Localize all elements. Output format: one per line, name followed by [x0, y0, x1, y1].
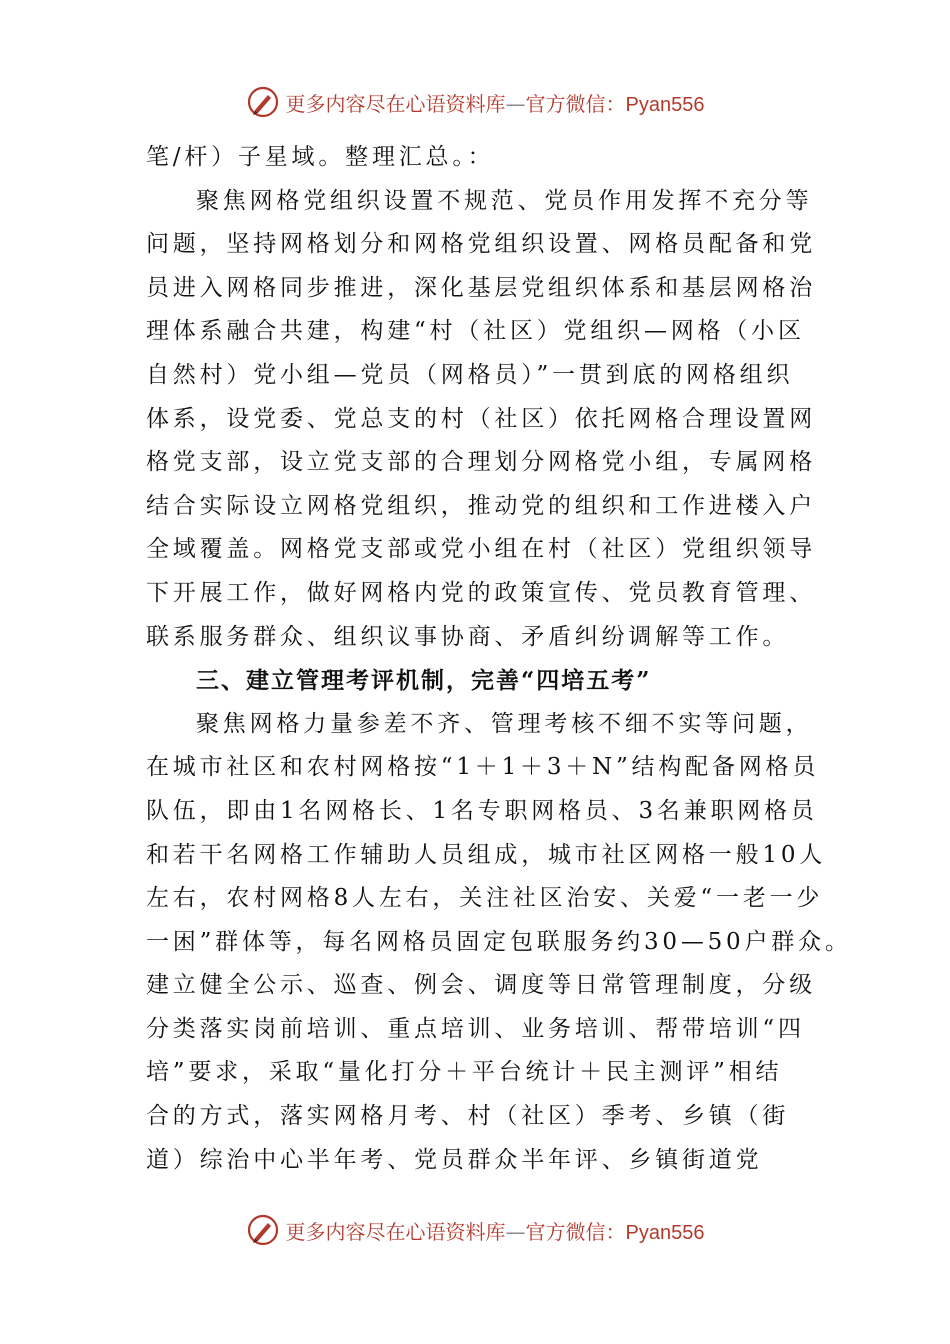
- body-text-line: 自然村）党小组—党员（网格员）”一贯到底的网格组织: [146, 361, 794, 388]
- body-text-line: 道）综治中心半年考、党员群众半年评、乡镇街道党: [146, 1146, 763, 1173]
- watermark-separator: —: [505, 1219, 526, 1244]
- body-text-line: 合的方式，落实网格月考、村（社区）季考、乡镇（街: [146, 1103, 790, 1130]
- body-text-line: 一困”群体等，每名网格员固定包联服务约30—50户群众。: [146, 928, 852, 955]
- body-text-line: 理体系融合共建，构建“村（社区）党组织—网格（小区: [146, 318, 805, 345]
- watermark-wechat-id: Pyan556: [625, 1221, 705, 1244]
- body-text-line: 和若干名网格工作辅助人员组成，城市社区网格一般10人: [146, 841, 827, 868]
- body-text-line: 下开展工作，做好网格内党的政策宣传、党员教育管理、: [146, 579, 816, 606]
- body-text-line: 队伍，即由1名网格长、1名专职网格员、3名兼职网格员: [146, 797, 818, 824]
- watermark-separator: —: [505, 91, 526, 116]
- body-text-line: 全域覆盖。网格党支部或党小组在村（社区）党组织领导: [146, 536, 816, 563]
- body-text-line: 建立健全公示、巡查、例会、调度等日常管理制度，分级: [146, 972, 816, 999]
- body-text-line: 在城市社区和农村网格按“1＋1＋3＋N”结构配备网格员: [146, 754, 820, 781]
- body-text-line: 结合实际设立网格党组织，推动党的组织和工作进楼入户: [146, 492, 816, 519]
- body-text-line: 格党支部，设立党支部的合理划分网格党小组，专属网格: [146, 449, 816, 476]
- body-text-line: 培”要求，采取“量化打分＋平台统计＋民主测评”相结: [146, 1059, 783, 1086]
- pen-logo-icon: [246, 85, 280, 119]
- body-text-line: 体系，设党委、党总支的村（社区）依托网格合理设置网: [146, 405, 816, 432]
- pen-logo-icon: [246, 1213, 280, 1247]
- section-heading: 三、建立管理考评机制，完善“四培五考”: [196, 667, 652, 695]
- watermark-main: 更多内容尽在心语资料库: [285, 1219, 506, 1244]
- body-text-line: 联系服务群众、组织议事协商、矛盾纠纷调解等工作。: [146, 623, 790, 650]
- body-text-line: 员进入网格同步推进，深化基层党组织体系和基层网格治: [146, 274, 816, 301]
- body-text-line: 聚焦网格党组织设置不规范、党员作用发挥不充分等: [196, 187, 813, 214]
- watermark-label: 官方微信：: [525, 91, 626, 116]
- footer-watermark: [0, 1210, 950, 1250]
- watermark-text: [286, 88, 705, 117]
- watermark-text: [286, 1216, 705, 1245]
- header-watermark: [0, 82, 950, 122]
- watermark-label: 官方微信：: [525, 1219, 626, 1244]
- watermark-main: 更多内容尽在心语资料库: [285, 91, 506, 116]
- body-text-line: 左右，农村网格8人左右，关注社区治安、关爱“一老一少: [146, 885, 824, 912]
- body-text-line: 聚焦网格力量参差不齐、管理考核不细不实等问题，: [196, 710, 813, 737]
- body-text-line: 问题，坚持网格划分和网格党组织设置、网格员配备和党: [146, 231, 816, 258]
- body-text-line: 笔/杆）子星域。整理汇总。：: [146, 144, 495, 170]
- body-text-line: 分类落实岗前培训、重点培训、业务培训、帮带培训“四: [146, 1015, 805, 1042]
- document-body: [146, 136, 852, 1182]
- watermark-wechat-id: Pyan556: [625, 93, 705, 116]
